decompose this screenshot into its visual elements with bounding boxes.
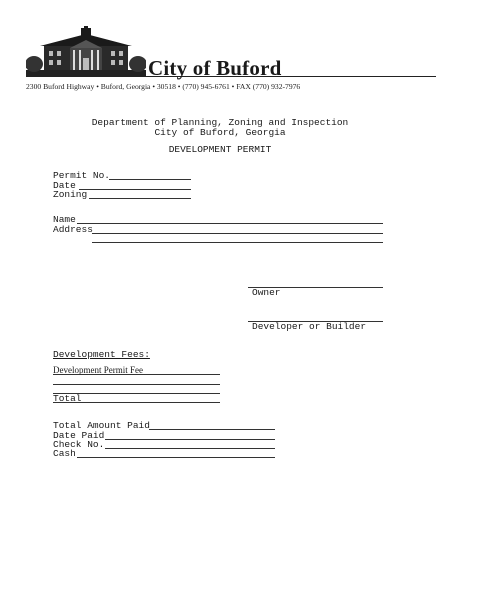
fees-heading: Development Fees: (53, 349, 150, 360)
date-paid-field[interactable] (105, 439, 275, 440)
contact-line: 2300 Buford Highway • Buford, Georgia • 30518 • (770) 945-6761 • FAX (770) 932-7976 (26, 82, 301, 91)
letterhead (0, 0, 480, 100)
zoning-label: Zoning (53, 189, 88, 200)
total-label: Total (53, 393, 82, 404)
check-no-field[interactable] (105, 448, 275, 449)
date-field[interactable] (79, 189, 191, 190)
name-label: Name (53, 214, 76, 225)
permit-fee-field[interactable] (53, 374, 220, 375)
fee-blank-line-1[interactable] (53, 384, 220, 385)
zoning-field[interactable] (89, 198, 191, 199)
permit-no-label: Permit No. (53, 170, 111, 181)
address-field-line-2[interactable] (92, 242, 383, 243)
owner-label: Owner (252, 287, 281, 298)
developer-label: Developer or Builder (252, 321, 367, 332)
address-label: Address (53, 224, 93, 235)
permit-fee-label: Development Permit Fee (53, 365, 143, 375)
date-label: Date (53, 180, 76, 191)
city-name: City of Buford (148, 56, 282, 80)
address-field-line-1[interactable] (92, 233, 383, 234)
department-name: Department of Planning, Zoning and Inspection (91, 117, 349, 128)
check-no-label: Check No. (53, 439, 105, 450)
total-field[interactable] (53, 402, 220, 403)
total-amount-paid-field[interactable] (149, 429, 275, 430)
total-amount-paid-label: Total Amount Paid (53, 420, 150, 431)
permit-no-field[interactable] (109, 179, 191, 180)
courthouse-building-icon (26, 26, 146, 76)
name-field[interactable] (77, 223, 383, 224)
cash-label: Cash (53, 448, 76, 459)
form-title: DEVELOPMENT PERMIT (168, 144, 272, 155)
date-paid-label: Date Paid (53, 430, 105, 441)
cash-field[interactable] (77, 457, 275, 458)
city-state: City of Buford, Georgia (154, 127, 286, 138)
